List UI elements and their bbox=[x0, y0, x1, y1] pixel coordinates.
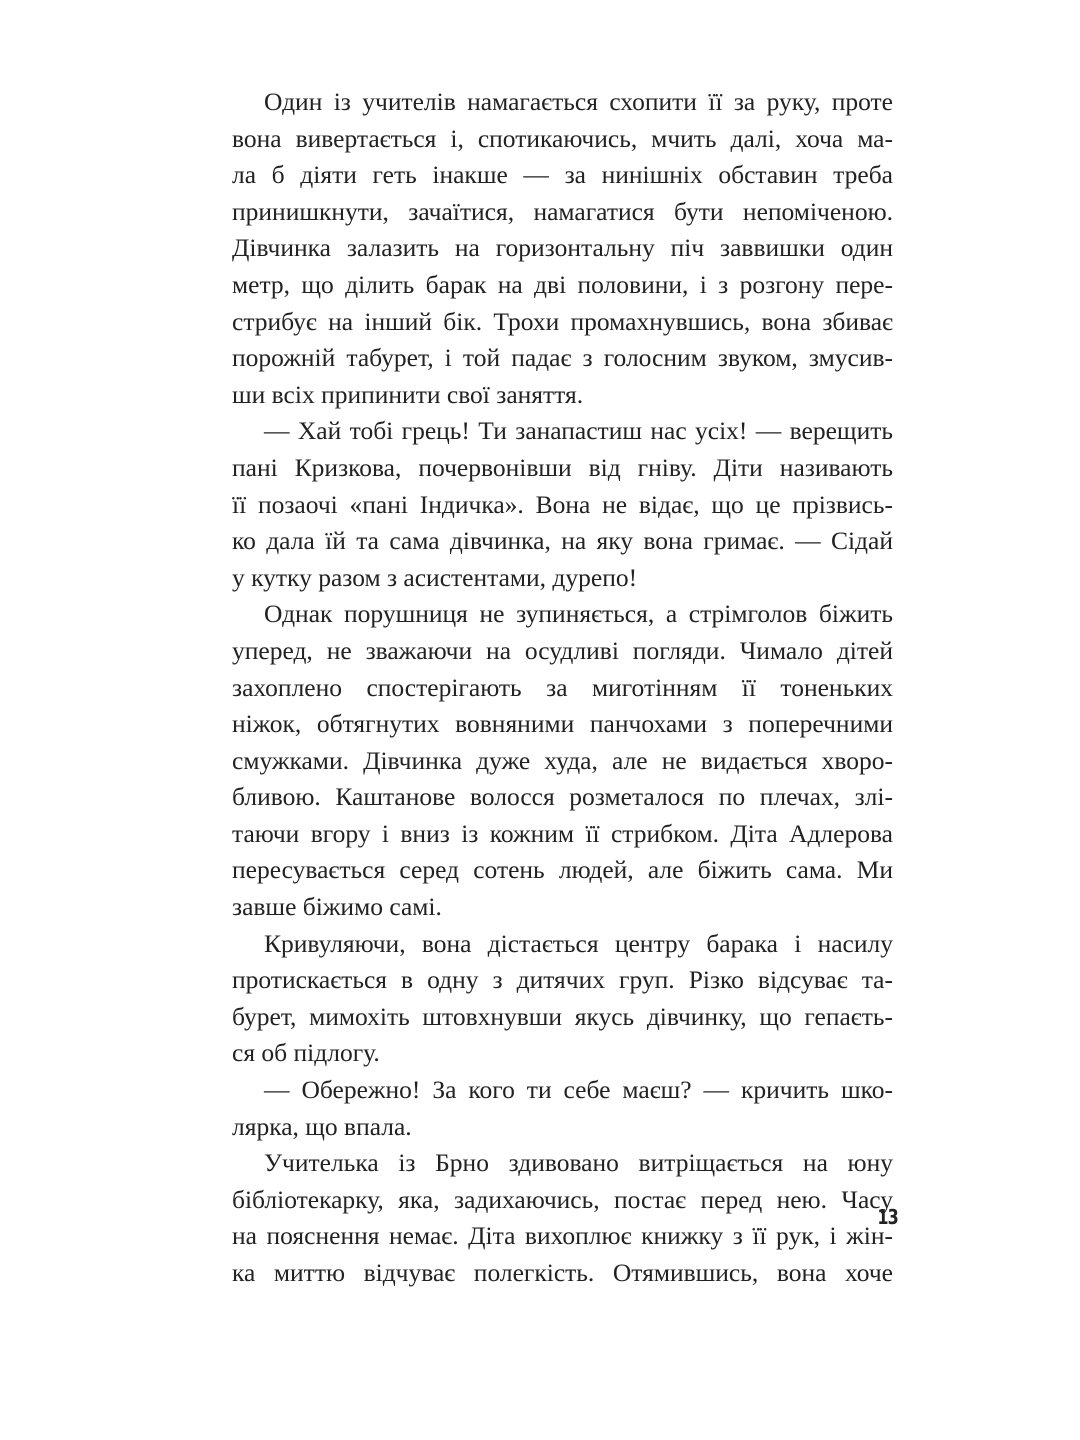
text-line: бурет, мимохіть штовхнувши якусь дівчинку, що гепаєть- bbox=[232, 1001, 893, 1031]
text-line: ко дала їй та сама дівчинка, на яку вона гримає. — Сідай bbox=[232, 526, 893, 556]
text-line: Учителька із Брно здивовано витріщається на юну bbox=[264, 1148, 893, 1178]
text-line: метр, що ділить барак на дві половини, і з розгону пере- bbox=[232, 269, 893, 299]
text-line: Один із учителів намагається схопити її за руку, проте bbox=[264, 87, 893, 116]
text-line: протискається в одну з дитячих груп. Різко відсуває та- bbox=[232, 965, 893, 995]
text-line: порожній табурет, і той падає з голосним звуком, змусив- bbox=[232, 343, 893, 373]
text-line: принишкнути, зачаїтися, намагатися бути непоміченою. bbox=[232, 196, 893, 226]
text-line: Дівчинка залазить на горизонтальну піч заввишки один bbox=[232, 233, 893, 263]
text-line: ла б діяти геть інакше — за нинішніх обставин треба bbox=[232, 160, 893, 190]
text-line: її позаочі «пані Індичка». Вона не відає, що це прізвись- bbox=[232, 489, 893, 519]
text-line: бливою. Каштанове волосся розметалося по плечах, злі- bbox=[232, 782, 893, 812]
text-line: Кривуляючи, вона дістається центру барака і насилу bbox=[264, 928, 893, 958]
text-line: стрибує на інший бік. Трохи промахнувшись, вона збиває bbox=[232, 306, 893, 336]
text-line: ка миттю відчуває полегкість. Отямившись, вона хоче bbox=[232, 1258, 893, 1287]
text-line: Однак порушниця не зупиняється, а стрімголов біжить bbox=[264, 599, 893, 629]
text-line: — Хай тобі грець! Ти занапастиш нас усіх! — верещить bbox=[264, 416, 893, 446]
text-line: лярка, що впала. bbox=[232, 1111, 412, 1141]
page-text bbox=[232, 84, 893, 1292]
text-line: у кутку разом з асистентами, дурепо! bbox=[232, 562, 638, 592]
text-line: смужками. Дівчинка дуже худа, але не видається хворо- bbox=[232, 745, 893, 775]
text-line: пересувається серед сотень людей, але біжить сама. Ми bbox=[232, 855, 893, 885]
text-line: пані Кризкова, почервонівши від гніву. Діти називають bbox=[232, 452, 893, 482]
text-line: на пояснення немає. Діта вихоплює книжку з її рук, і жін- bbox=[232, 1221, 893, 1251]
text-line: ши всіх припинити свої заняття. bbox=[232, 379, 584, 409]
text-line: ся об підлогу. bbox=[232, 1038, 380, 1068]
text-line: таючи вгору і вниз із кожним її стрибком. Діта Адлерова bbox=[232, 818, 893, 848]
text-line: ніжок, обтягнутих вовняними панчохами з поперечними bbox=[232, 709, 893, 739]
text-line: бібліотекарку, яка, задихаючись, постає перед нею. Часу bbox=[232, 1184, 893, 1214]
page-number: 13 bbox=[877, 1205, 898, 1229]
text-line: вона вивертається і, спотикаючись, мчить далі, хоча ма- bbox=[232, 123, 893, 153]
text-line: завше біжимо самі. bbox=[232, 892, 442, 922]
text-line: — Обережно! За кого ти себе маєш? — кричить шко- bbox=[264, 1075, 893, 1105]
text-line: захоплено спостерігають за миготінням її тоненьких bbox=[232, 672, 893, 702]
text-line: уперед, не зважаючи на осудливі погляди. Чимало дітей bbox=[232, 635, 893, 665]
